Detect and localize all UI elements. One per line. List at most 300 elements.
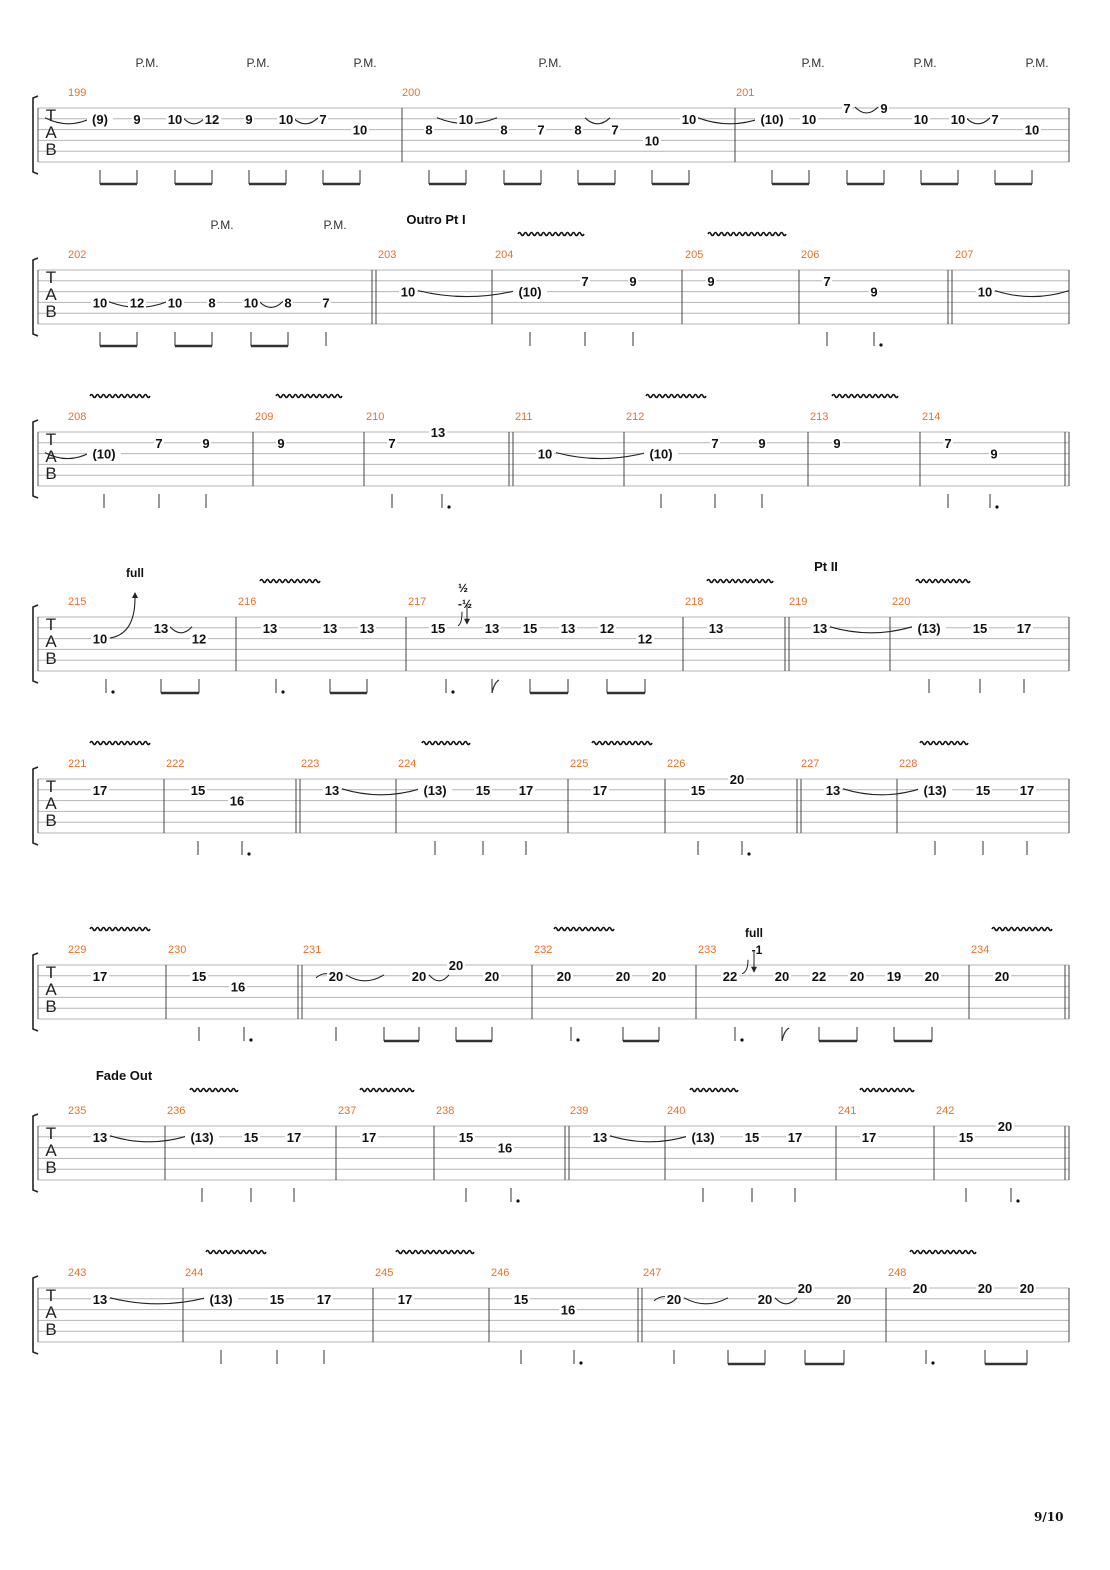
tab-note [351, 123, 369, 138]
measure-number: 210 [366, 411, 385, 423]
measure-number: 199 [68, 87, 87, 99]
tab-note [499, 123, 509, 138]
vibrato-mark [707, 580, 773, 583]
fret-number: 15 [522, 620, 538, 636]
fret-number: 20 [484, 968, 500, 984]
tab-note [573, 123, 583, 138]
fret-number: 7 [537, 122, 545, 138]
tab-note [800, 112, 818, 127]
rhythm-stem [442, 494, 451, 509]
fret-number: 10 [92, 631, 108, 647]
barline [565, 1126, 569, 1180]
fret-number: 13 [359, 620, 375, 636]
tab-note [283, 295, 293, 310]
measure-number: 237 [338, 1105, 357, 1117]
tab-note [201, 436, 211, 451]
tab-note [860, 1130, 878, 1145]
rhythm-stem [847, 170, 884, 184]
fret-number: 7 [155, 435, 163, 451]
tab-clef-letter: A [45, 1141, 57, 1160]
tab-note [229, 980, 247, 995]
measure-number: 217 [408, 596, 427, 608]
fret-number: 20 [615, 968, 631, 984]
dot-mark [879, 343, 882, 346]
palm-mute-label: P.M. [1025, 56, 1049, 70]
fret-number: 9 [990, 446, 998, 462]
fret-number: (10) [760, 111, 784, 127]
tab-note [207, 295, 217, 310]
fret-number: 13 [92, 1129, 108, 1145]
fret-number: 16 [229, 793, 245, 809]
tab-note [91, 1292, 109, 1307]
fret-number: 13 [812, 620, 828, 636]
tab-note [686, 1130, 720, 1145]
vibrato-mark [190, 1089, 238, 1092]
rhythm-stem [276, 679, 285, 694]
measure-number: 246 [491, 1267, 510, 1279]
fret-number: 10 [801, 111, 817, 127]
measure-number: 216 [238, 596, 257, 608]
fret-number: 20 [797, 1281, 813, 1296]
fret-number: 9 [202, 435, 210, 451]
fret-number: 15 [972, 620, 988, 636]
rhythm-stem [623, 1027, 659, 1041]
tab-note [911, 1281, 929, 1296]
measure-number: 220 [892, 596, 911, 608]
rhythm-stem [874, 332, 883, 347]
palm-mute-label: P.M. [801, 56, 825, 70]
fret-number: 20 [849, 968, 865, 984]
measure-number: 233 [698, 944, 717, 956]
tab-note [628, 274, 638, 289]
tab-note [261, 621, 279, 636]
rhythm-stem [106, 679, 115, 694]
fret-number: 13 [430, 425, 446, 440]
fret-number: 15 [475, 782, 491, 798]
dot-mark [249, 1038, 252, 1041]
measure-number: 207 [955, 249, 974, 261]
fret-number: 7 [823, 273, 831, 289]
measure-number: 201 [736, 87, 755, 99]
measure-number: 229 [68, 944, 87, 956]
rhythm-stem [728, 1350, 765, 1364]
tab-note [154, 436, 164, 451]
tab-note [824, 783, 842, 798]
fret-number: 17 [92, 968, 108, 984]
tab-note [276, 436, 286, 451]
fret-number: 15 [958, 1129, 974, 1145]
fret-number: 16 [497, 1140, 513, 1156]
rhythm-stem [100, 332, 137, 346]
tab-note [989, 447, 999, 462]
palm-mute-label: P.M. [913, 56, 937, 70]
tab-note [242, 1130, 260, 1145]
fret-number: 9 [758, 435, 766, 451]
bend-label: -½ [457, 596, 473, 611]
rhythm-stem [772, 170, 809, 184]
tab-note [399, 285, 417, 300]
tab-note [166, 295, 184, 310]
tab-system-4 [33, 559, 1069, 694]
fret-number: 17 [286, 1129, 302, 1145]
rhythm-stem [985, 1350, 1027, 1364]
tab-system-1 [33, 56, 1069, 184]
fret-number: 7 [611, 122, 619, 138]
tab-note [474, 783, 492, 798]
tab-note [358, 621, 376, 636]
tab-note [387, 436, 397, 451]
tab-note [743, 1130, 761, 1145]
measure-number: 214 [922, 411, 941, 423]
bend-marking [458, 581, 472, 626]
barline [1065, 432, 1069, 486]
tab-clef-letter: B [45, 140, 57, 159]
measure-number: 248 [888, 1267, 907, 1279]
fret-number: 12 [599, 620, 615, 636]
fret-number: 13 [708, 620, 724, 636]
tab-note [87, 447, 121, 462]
rhythm-stem [782, 1027, 789, 1041]
rhythm-stem [819, 1027, 857, 1041]
fret-number: (13) [917, 620, 941, 636]
fret-number: 10 [950, 111, 966, 127]
fret-number: 15 [458, 1129, 474, 1145]
tab-note [536, 123, 546, 138]
tab-note [559, 621, 577, 636]
tab-note [244, 112, 254, 127]
tab-note [242, 295, 260, 310]
tab-note [706, 274, 716, 289]
bend-curve [110, 598, 135, 638]
rhythm-stem [511, 1188, 520, 1203]
fret-number: 16 [560, 1302, 576, 1318]
fret-number: 12 [637, 631, 653, 647]
measure-number: 242 [936, 1105, 955, 1117]
tab-clef-letter: A [45, 447, 57, 466]
tab-note [773, 969, 791, 984]
bend-label: full [745, 925, 763, 940]
fret-number: 13 [484, 620, 500, 636]
bend-label: full [126, 566, 144, 580]
fret-number: 17 [397, 1291, 413, 1307]
rhythm-stem [249, 170, 286, 184]
rhythm-stem [504, 170, 541, 184]
barline [372, 270, 376, 324]
tab-note [512, 1292, 530, 1307]
barline [298, 965, 302, 1019]
fret-number: 9 [133, 111, 141, 127]
vibrato-mark [992, 928, 1052, 931]
fret-number: 13 [322, 620, 338, 636]
fret-number: (13) [423, 782, 447, 798]
staff-bracket [33, 1276, 38, 1354]
fret-number: 7 [581, 273, 589, 289]
fret-number: (13) [923, 782, 947, 798]
tab-note [810, 969, 828, 984]
release-arrow-icon [464, 619, 470, 625]
barline [1065, 1126, 1069, 1180]
tab-clef-letter: A [45, 794, 57, 813]
measure-number: 213 [810, 411, 829, 423]
tab-note [91, 783, 109, 798]
tab-note [1018, 783, 1036, 798]
rhythm-stem [652, 170, 689, 184]
measure-number: 234 [971, 944, 990, 956]
tab-note [811, 621, 829, 636]
staff-bracket [33, 258, 38, 336]
fret-number: 7 [322, 295, 330, 311]
tab-note [912, 112, 930, 127]
rhythm-stem [990, 494, 999, 509]
bend-curve [742, 960, 748, 974]
fret-number: 9 [870, 284, 878, 300]
vibrato-mark [554, 928, 614, 931]
tab-note [513, 285, 547, 300]
fret-number: 15 [690, 782, 706, 798]
tab-note [321, 621, 339, 636]
measure-number: 236 [167, 1105, 186, 1117]
fret-number: 10 [352, 122, 368, 138]
tab-system-3 [33, 395, 1069, 509]
fret-number: 20 [836, 1291, 852, 1307]
fret-number: 15 [975, 782, 991, 798]
tab-note [457, 1130, 475, 1145]
dot-mark [740, 1038, 743, 1041]
fret-number: 15 [190, 782, 206, 798]
rhythm-stem [921, 170, 958, 184]
fret-number: 17 [92, 782, 108, 798]
vibrato-mark [260, 580, 320, 583]
tab-note [643, 133, 661, 148]
fret-number: 13 [153, 620, 169, 636]
tab-note [536, 447, 554, 462]
dot-mark [995, 505, 998, 508]
fret-number: 9 [880, 101, 888, 116]
barline [785, 617, 789, 671]
tab-note [315, 1292, 333, 1307]
tab-note [976, 285, 994, 300]
fret-number: 12 [204, 111, 220, 127]
tab-note [756, 1292, 774, 1307]
barline [1065, 965, 1069, 1019]
fret-number: 13 [92, 1291, 108, 1307]
fret-number: 10 [913, 111, 929, 127]
tab-note [166, 112, 184, 127]
release-arrow-icon [751, 967, 757, 973]
fret-number: 10 [167, 295, 183, 311]
measure-number: 205 [685, 249, 704, 261]
dot-mark [576, 1038, 579, 1041]
fret-number: 10 [537, 446, 553, 462]
tab-clef-letter: T [45, 777, 57, 796]
rhythm-stem [175, 170, 212, 184]
palm-mute-label: P.M. [210, 218, 234, 232]
bend-label: ½ [457, 580, 469, 595]
fret-number: 8 [284, 295, 292, 311]
fret-number: 12 [129, 295, 145, 311]
fret-number: 17 [518, 782, 534, 798]
measure-number: 211 [515, 411, 533, 423]
rhythm-stem [323, 170, 360, 184]
fret-number: 10 [1024, 122, 1040, 138]
tab-note [91, 295, 109, 310]
measure-number: 224 [398, 758, 417, 770]
fret-number: 9 [629, 273, 637, 289]
fret-number: 20 [666, 1291, 682, 1307]
rhythm-stem [161, 679, 199, 693]
tab-note [410, 969, 428, 984]
fret-number: 19 [886, 968, 902, 984]
fret-number: 20 [997, 1119, 1013, 1134]
tab-note [912, 621, 946, 636]
tab-note [1015, 621, 1033, 636]
rhythm-stem [894, 1027, 932, 1041]
fret-number: 15 [744, 1129, 760, 1145]
palm-mute-label: P.M. [246, 56, 270, 70]
vibrato-mark [592, 742, 652, 745]
tab-note [996, 1119, 1014, 1134]
measure-number: 203 [378, 249, 397, 261]
vibrato-mark [708, 233, 786, 236]
rhythm-stem [574, 1350, 583, 1365]
tab-clef-letter: B [45, 464, 57, 483]
tab-clef-letter: T [45, 1124, 57, 1143]
fret-number: 13 [560, 620, 576, 636]
rhythm-stem [805, 1350, 844, 1364]
fret-number: 7 [944, 435, 952, 451]
fret-number: 20 [729, 772, 745, 787]
fret-number: 10 [400, 284, 416, 300]
fret-number: 10 [278, 111, 294, 127]
tab-note [152, 621, 170, 636]
rhythm-stem [1011, 1188, 1020, 1203]
measure-number: 227 [801, 758, 820, 770]
barline [509, 432, 513, 486]
tab-system-6 [33, 926, 1069, 1042]
tab-note [957, 1130, 975, 1145]
tab-note [483, 969, 501, 984]
fret-number: 13 [262, 620, 278, 636]
fret-number: 8 [208, 295, 216, 311]
staff-bracket [33, 605, 38, 683]
tab-system-5 [33, 742, 1069, 856]
fret-number: 15 [430, 620, 446, 636]
fret-number: 17 [361, 1129, 377, 1145]
measure-number: 222 [166, 758, 185, 770]
measure-number: 212 [626, 411, 645, 423]
fret-number: 20 [912, 1281, 928, 1296]
fret-number: 7 [991, 111, 999, 127]
vibrato-mark [518, 233, 584, 236]
measure-number: 223 [301, 758, 320, 770]
tab-clef-letter: A [45, 980, 57, 999]
rhythm-stem [429, 170, 466, 184]
palm-mute-label: P.M. [538, 56, 562, 70]
tab-note [923, 969, 941, 984]
rhythm-stem [456, 1027, 492, 1041]
fret-number: 17 [861, 1129, 877, 1145]
barline [948, 270, 952, 324]
rhythm-stem [251, 332, 288, 346]
tab-clef-letter: T [45, 615, 57, 634]
vibrato-mark [396, 1251, 474, 1254]
bend-marking [742, 926, 763, 974]
fret-number: 20 [757, 1291, 773, 1307]
rhythm-stem [330, 679, 367, 693]
rhythm-stem [735, 1027, 744, 1042]
tab-note [190, 969, 208, 984]
tab-note [835, 1292, 853, 1307]
vibrato-mark [90, 742, 150, 745]
measure-number: 243 [68, 1267, 87, 1279]
tab-clef-letter: B [45, 649, 57, 668]
tab-note [721, 969, 739, 984]
tab-note [842, 101, 852, 116]
tab-note [323, 783, 341, 798]
dot-mark [931, 1361, 934, 1364]
tab-note [650, 969, 668, 984]
staff-bracket [33, 767, 38, 845]
tab-note [87, 112, 113, 127]
rhythm-stem [384, 1027, 419, 1041]
measure-number: 208 [68, 411, 87, 423]
tab-note [971, 621, 989, 636]
tab-note [755, 112, 789, 127]
vibrato-mark [90, 395, 150, 398]
flag-mark [492, 680, 499, 693]
tab-note [796, 1281, 814, 1296]
tab-clef-letter: B [45, 302, 57, 321]
dot-mark [516, 1199, 519, 1202]
dot-mark [247, 852, 250, 855]
fret-number: (10) [518, 284, 542, 300]
rhythm-stem [530, 679, 568, 693]
tab-note [521, 621, 539, 636]
fret-number: 9 [833, 435, 841, 451]
barline [797, 779, 801, 833]
dot-mark [1016, 1199, 1019, 1202]
fret-number: 20 [651, 968, 667, 984]
barline [638, 1288, 642, 1342]
tab-clef-letter: T [45, 106, 57, 125]
fret-number: 22 [811, 968, 827, 984]
measure-number: 240 [667, 1105, 686, 1117]
tab-clef-letter: T [45, 1286, 57, 1305]
dot-mark [447, 505, 450, 508]
tab-note [128, 295, 146, 310]
fret-number: 20 [994, 968, 1010, 984]
tab-clef-letter: B [45, 997, 57, 1016]
rhythm-stem [578, 170, 615, 184]
vibrato-mark [206, 1251, 266, 1254]
measure-number: 209 [255, 411, 274, 423]
measure-number: 245 [375, 1267, 394, 1279]
page-number: 9/10 [1034, 1510, 1064, 1524]
rhythm-stem [175, 332, 212, 346]
tab-note [91, 632, 109, 647]
tab-note [91, 1130, 109, 1145]
tab-note [879, 101, 889, 116]
tab-clef-letter: A [45, 1303, 57, 1322]
section-title: Outro Pt I [406, 212, 466, 227]
fret-number: 20 [556, 968, 572, 984]
tab-note [132, 112, 142, 127]
staff-bracket [33, 96, 38, 174]
vibrato-mark [646, 395, 706, 398]
tab-note [848, 969, 866, 984]
fret-number: (10) [649, 446, 673, 462]
fret-number: 10 [243, 295, 259, 311]
